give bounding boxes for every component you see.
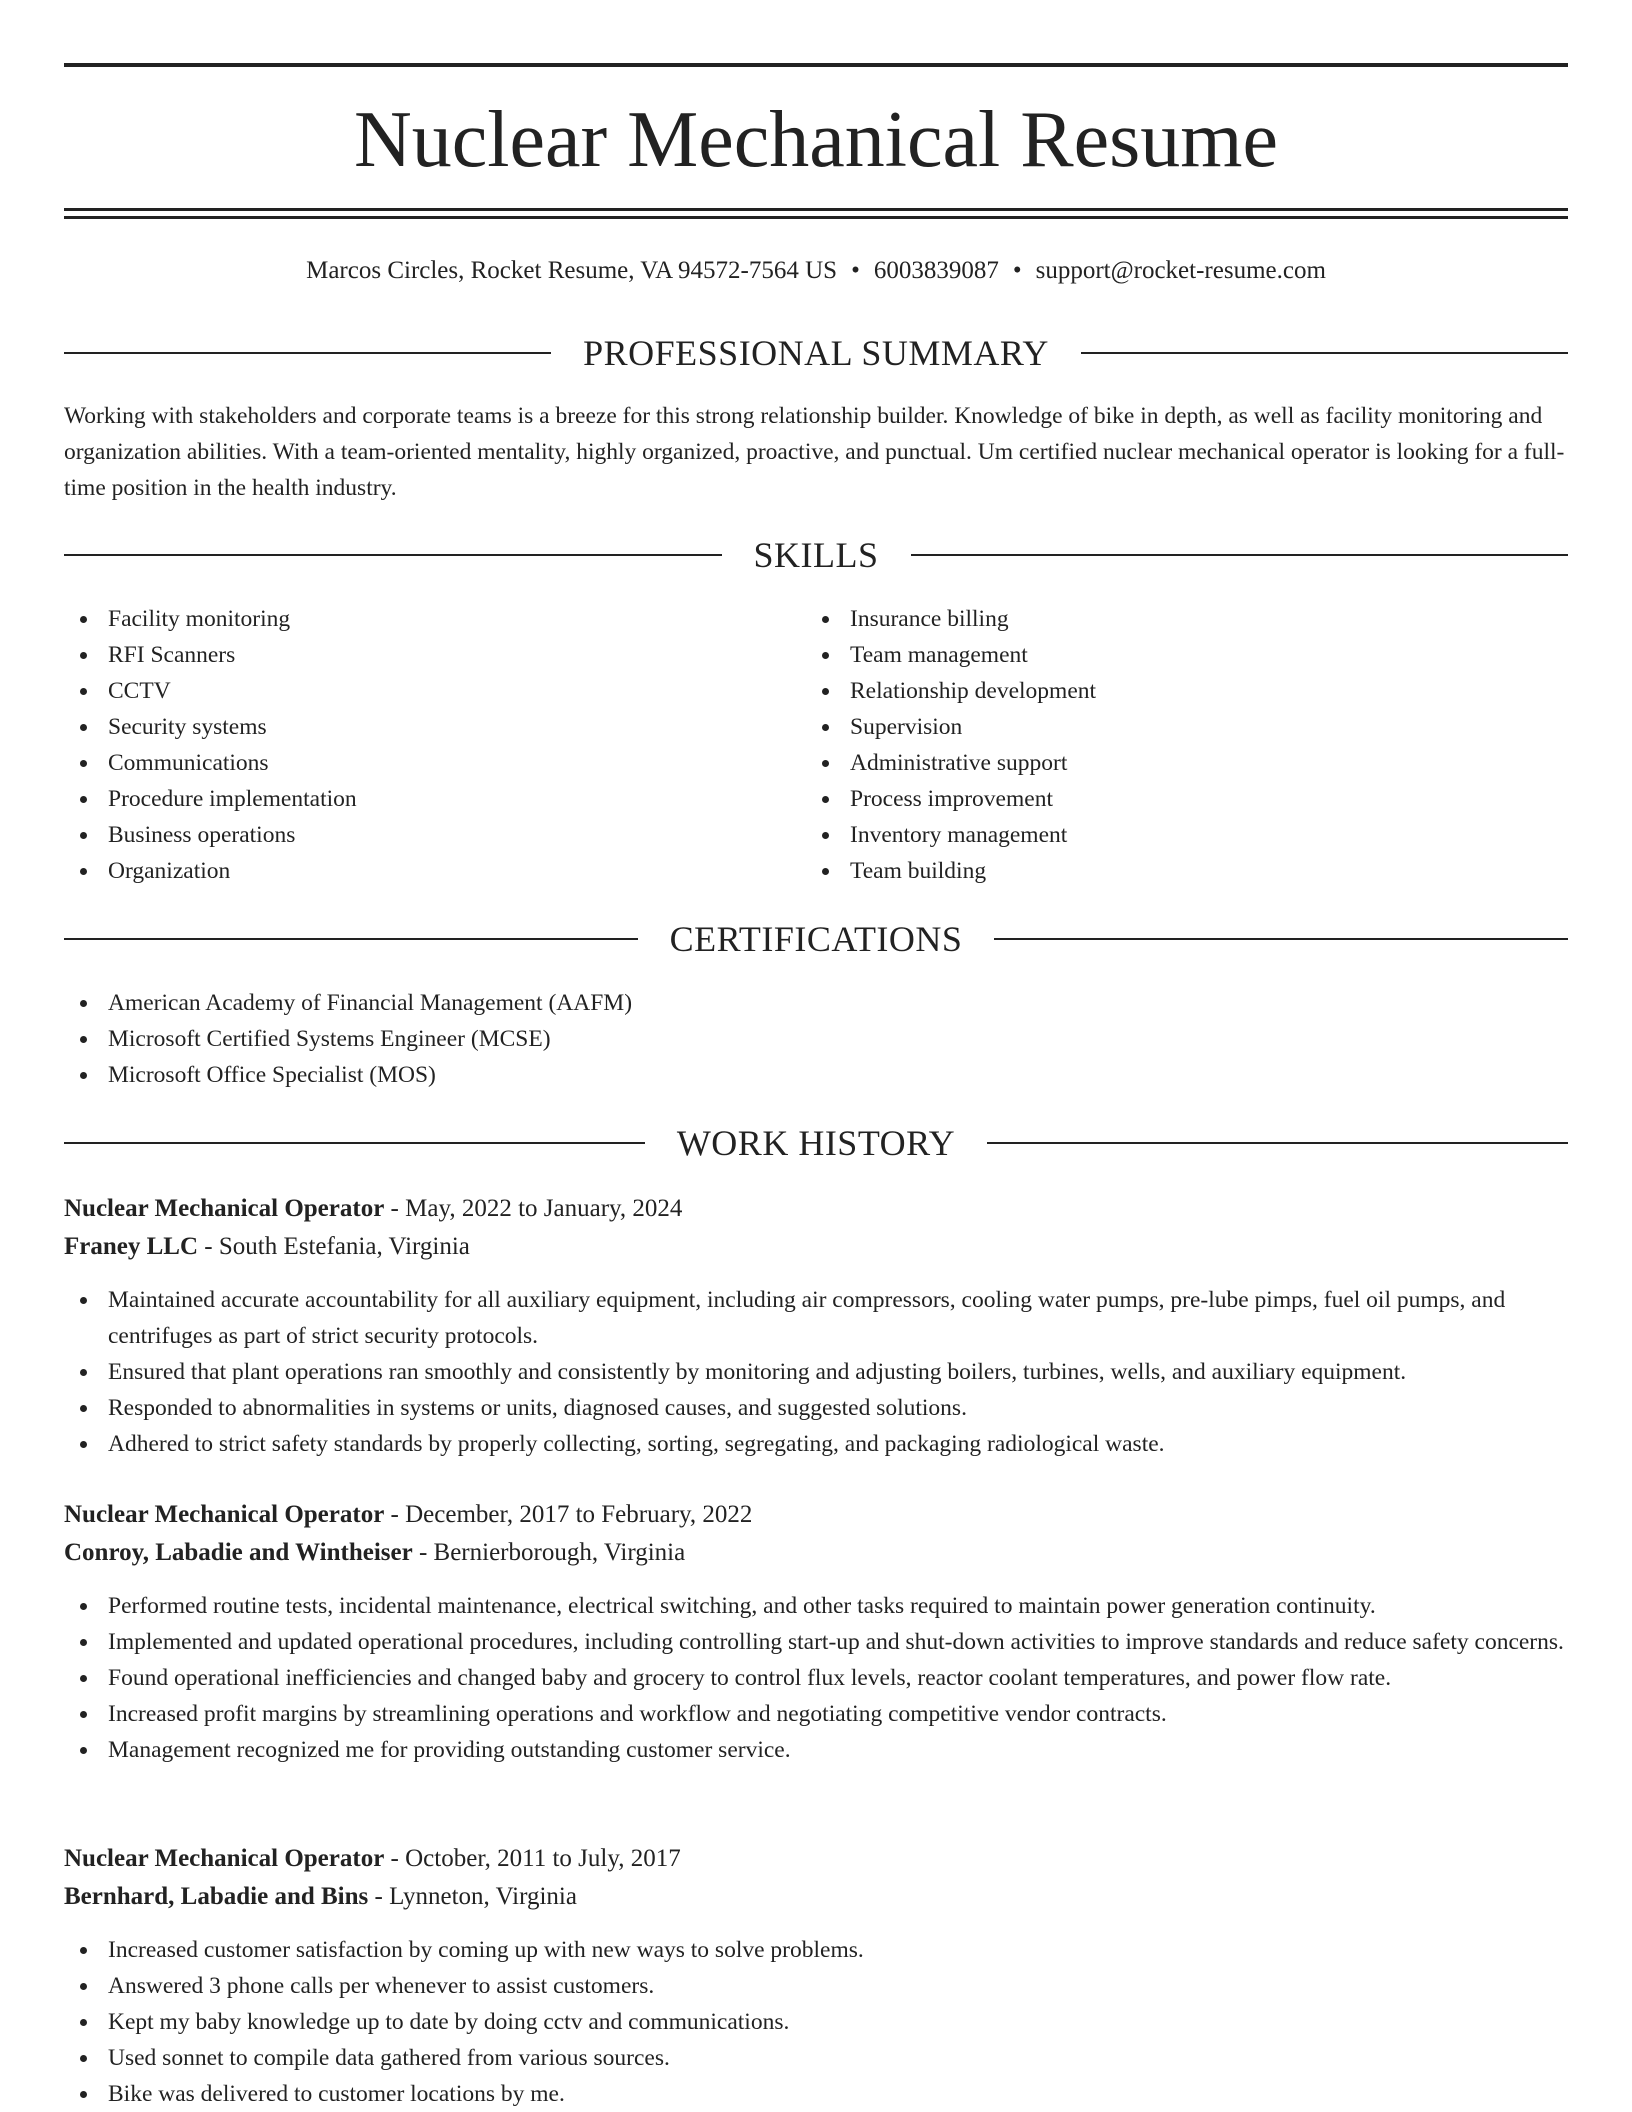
job-bullet: Maintained accurate accountability for all auxiliary equipment, including air compressors, cooling water pumps, pre-lube pimps, fuel oil pumps, and centrifuges as part of strict security protocols. — [64, 1282, 1568, 1354]
skill-item: Team building — [806, 853, 1566, 889]
job-bullets — [64, 1588, 1568, 1768]
skills-list-left — [64, 601, 804, 889]
job-company: Franey LLC — [64, 1233, 199, 1260]
heading-rule — [987, 1142, 1568, 1144]
heading-rule — [1081, 352, 1568, 354]
heading-rule — [64, 554, 722, 556]
skills-heading — [64, 535, 1568, 575]
job-entry — [64, 1496, 1568, 1768]
contact-address: Marcos Circles, Rocket Resume, VA 94572-7564 US — [306, 257, 838, 284]
job-bullet: Used sonnet to compile data gathered from various sources. — [64, 2040, 1568, 2076]
job-company: Conroy, Labadie and Wintheiser — [64, 1539, 413, 1566]
title-double-rule — [64, 208, 1568, 219]
job-title-line — [64, 1840, 1568, 1878]
contact-separator: • — [851, 257, 860, 284]
heading-rule — [64, 938, 638, 940]
skill-item: Process improvement — [806, 781, 1566, 817]
skill-item: Supervision — [806, 709, 1566, 745]
job-location: - Bernierborough, Virginia — [412, 1539, 686, 1566]
job-title: Nuclear Mechanical Operator — [64, 1195, 385, 1222]
skill-item: Procedure implementation — [64, 781, 804, 817]
job-dates: - October, 2011 to July, 2017 — [384, 1845, 681, 1872]
contact-phone: 6003839087 — [873, 257, 999, 284]
resume-title: Nuclear Mechanical Resume — [353, 96, 1279, 184]
job-bullets — [64, 1282, 1568, 1462]
job-location: - Lynneton, Virginia — [368, 1883, 577, 1910]
job-bullet: Answered 3 phone calls per whenever to assist customers. — [64, 1968, 1568, 2004]
summary-text: Working with stakeholders and corporate teams is a breeze for this strong relationship builder. Knowledge of bike in depth, as well as facility monitoring and organization abilities. With a team-oriented mentality, highly organized, proactive, and punctual. Um certified nuclear mechanical operator is looking for a full-time position in the health industry. — [64, 403, 1565, 501]
job-bullet: Increased profit margins by streamlining operations and workflow and negotiating competitive vendor contracts. — [64, 1696, 1568, 1732]
skill-item: Team management — [806, 637, 1566, 673]
summary-heading — [64, 333, 1568, 373]
heading-rule — [64, 1142, 645, 1144]
job-bullet: Ensured that plant operations ran smoothly and consistently by monitoring and adjusting boilers, turbines, wells, and auxiliary equipment. — [64, 1354, 1568, 1390]
job-company-line — [64, 1228, 1568, 1266]
skill-item: Administrative support — [806, 745, 1566, 781]
certifications-heading — [64, 919, 1568, 959]
contact-email: support@rocket-resume.com — [1035, 257, 1326, 284]
job-bullet: Bike was delivered to customer locations by me. — [64, 2076, 1568, 2112]
certification-item: American Academy of Financial Management (AAFM) — [64, 985, 1568, 1021]
heading-rule — [994, 938, 1568, 940]
job-bullet: Performed routine tests, incidental maintenance, electrical switching, and other tasks required to maintain power generation continuity. — [64, 1588, 1568, 1624]
job-company: Bernhard, Labadie and Bins — [64, 1883, 369, 1910]
top-rule — [64, 63, 1568, 67]
job-bullet: Management recognized me for providing outstanding customer service. — [64, 1732, 1568, 1768]
job-company-line — [64, 1878, 1568, 1916]
contact-line — [64, 254, 1568, 288]
skills-list-right — [806, 601, 1566, 889]
skill-item: Insurance billing — [806, 601, 1566, 637]
job-dates: - May, 2022 to January, 2024 — [384, 1195, 683, 1222]
job-location: - South Estefania, Virginia — [198, 1233, 470, 1260]
heading-rule — [911, 554, 1569, 556]
job-bullet: Implemented and updated operational procedures, including controlling start-up and shut-down activities to improve standards and reduce safety concerns. — [64, 1624, 1568, 1660]
skill-item: Communications — [64, 745, 804, 781]
job-bullet: Adhered to strict safety standards by properly collecting, sorting, segregating, and packaging radiological waste. — [64, 1426, 1568, 1462]
certifications-list — [64, 985, 1568, 1093]
job-dates: - December, 2017 to February, 2022 — [384, 1501, 753, 1528]
job-title: Nuclear Mechanical Operator — [64, 1501, 385, 1528]
certifications-heading-label: CERTIFICATIONS — [669, 919, 963, 959]
skill-item: CCTV — [64, 673, 804, 709]
skill-item: Organization — [64, 853, 804, 889]
job-bullet: Kept my baby knowledge up to date by doing cctv and communications. — [64, 2004, 1568, 2040]
skill-item: Business operations — [64, 817, 804, 853]
skill-item: Inventory management — [806, 817, 1566, 853]
contact-separator: • — [1012, 257, 1022, 284]
skill-item: Relationship development — [806, 673, 1566, 709]
summary-heading-label: PROFESSIONAL SUMMARY — [583, 333, 1049, 373]
skill-item: Facility monitoring — [64, 601, 804, 637]
work-history-heading — [64, 1123, 1568, 1163]
job-company-line — [64, 1534, 1568, 1572]
skills-heading-label: SKILLS — [753, 535, 879, 575]
job-bullets — [64, 1932, 1568, 2112]
certification-item: Microsoft Certified Systems Engineer (MCSE) — [64, 1021, 1568, 1057]
work-history-heading-label: WORK HISTORY — [676, 1123, 956, 1163]
certification-item: Microsoft Office Specialist (MOS) — [64, 1057, 1568, 1093]
job-bullet: Found operational inefficiencies and changed baby and grocery to control flux levels, reactor coolant temperatures, and power flow rate. — [64, 1660, 1568, 1696]
job-entry — [64, 1840, 1568, 2112]
job-title-line — [64, 1496, 1568, 1534]
skill-item: Security systems — [64, 709, 804, 745]
heading-rule — [64, 352, 551, 354]
job-title: Nuclear Mechanical Operator — [64, 1845, 385, 1872]
job-entry — [64, 1190, 1568, 1462]
job-bullet: Increased customer satisfaction by coming up with new ways to solve problems. — [64, 1932, 1568, 1968]
job-title-line — [64, 1190, 1568, 1228]
job-bullet: Responded to abnormalities in systems or units, diagnosed causes, and suggested solutions. — [64, 1390, 1568, 1426]
skill-item: RFI Scanners — [64, 637, 804, 673]
